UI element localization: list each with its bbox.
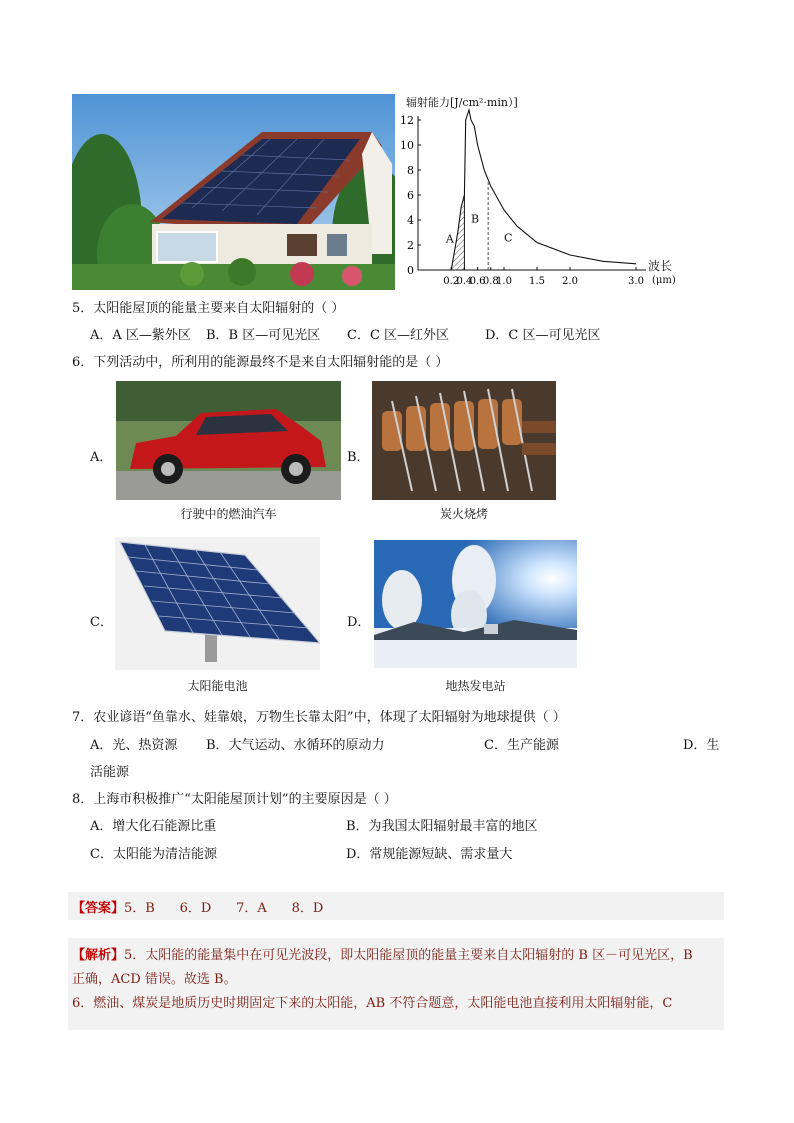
q5-stem: 5．太阳能屋顶的能量主要来自太阳辐射的（ ） [72, 301, 345, 316]
chart-series-line [451, 110, 636, 270]
answer-box [68, 892, 724, 920]
q6-caption-a: 行驶中的燃油汽车 [180, 507, 277, 521]
chart-x-tick-label: 0.4 [456, 276, 473, 287]
q8-option-d: D．常规能源短缺、需求量大 [346, 847, 513, 862]
chart-region-b-label: B [471, 212, 480, 226]
q7-option-c: C．生产能源 [484, 738, 559, 753]
analysis-line-1: 5．太阳能的能量集中在可见光波段，即太阳能屋顶的能量主要来自太阳辐射的 B 区－可见光区，B [124, 948, 693, 963]
radiation-chart [400, 94, 690, 294]
chart-x-tick-label: 3.0 [628, 276, 644, 287]
chart-y-tick-label: 2 [407, 239, 414, 252]
solar-roof-photo [72, 94, 395, 290]
q6-letter-d: D． [347, 615, 371, 630]
q7-stem: 7．农业谚语“鱼靠水、娃靠娘，万物生长靠太阳”中，体现了太阳辐射为地球提供（ ） [72, 710, 566, 725]
q6-caption-b: 炭火烧烤 [439, 507, 488, 521]
analysis-line-3: 6．燃油、煤炭是地质历史时期固定下来的太阳能，AB 不符合题意，太阳能电池直接利用太阳辐射能，C [72, 996, 673, 1011]
q6-letter-a: A． [90, 450, 113, 465]
chart-x-tick-label: 0.8 [482, 276, 499, 287]
q6-letter-c: C． [90, 615, 113, 630]
chart-y-tick-label: 10 [400, 139, 414, 152]
q6-caption-d: 地热发电站 [445, 679, 506, 693]
solar-panel-photo [115, 537, 320, 670]
chart-y-tick-label: 8 [407, 164, 414, 177]
analysis-block [72, 944, 732, 1016]
q5-option-a: A．A 区—紫外区 [90, 328, 191, 343]
car-photo [116, 381, 341, 500]
q7-option-d: D．生 [683, 738, 720, 753]
q5-option-c: C．C 区—红外区 [347, 328, 450, 343]
q7-option-b: B．大气运动、水循环的原动力 [206, 738, 385, 753]
chart-x-axis-label: 波长 [648, 259, 673, 273]
answer-label: 【答案】 [72, 901, 125, 916]
chart-x-unit: (μm) [652, 275, 676, 286]
chart-x-tick-label: 1.0 [496, 276, 512, 287]
chart-region-a-label: A [445, 232, 454, 246]
chart-x-tick-label: 1.5 [529, 276, 545, 287]
analysis-line-2: 正确，ACD 错误。故选 B。 [72, 972, 237, 987]
chart-region-c-label: C [504, 231, 513, 245]
geothermal-plant-photo [374, 540, 577, 668]
q8-option-a: A．增大化石能源比重 [90, 819, 217, 834]
q6-caption-c: 太阳能电池 [187, 679, 248, 693]
chart-y-tick-label: 0 [407, 264, 414, 277]
chart-x-tick-label: 2.0 [562, 276, 578, 287]
q6-stem: 6．下列活动中，所利用的能源最终不是来自太阳辐射能的是（ ） [72, 355, 449, 370]
barbecue-photo [372, 381, 556, 500]
q7-option-d-wrap: 活能源 [90, 765, 130, 780]
answer-text: 5．B 6．D 7．A 8．D [124, 901, 324, 916]
chart-y-tick-label: 6 [407, 189, 414, 202]
chart-y-axis-label: 辐射能力[J/cm²·min）] [406, 96, 518, 109]
q7-option-a: A．光、热资源 [90, 738, 178, 753]
radiation-chart-svg [400, 94, 690, 294]
q6-letter-b: B． [347, 450, 370, 465]
q5-option-d: D．C 区—可见光区 [485, 328, 601, 343]
q8-option-b: B．为我国太阳辐射最丰富的地区 [346, 819, 538, 834]
q8-stem: 8．上海市积极推广“太阳能屋顶计划”的主要原因是（ ） [72, 792, 397, 807]
chart-y-tick-label: 4 [407, 214, 414, 227]
q5-option-b: B．B 区—可见光区 [206, 328, 321, 343]
chart-y-tick-label: 12 [400, 114, 414, 127]
analysis-label: 【解析】 [72, 948, 125, 963]
chart-x-tick-label: 0.6 [469, 276, 486, 287]
q8-option-c: C．太阳能为清洁能源 [90, 847, 217, 862]
chart-x-tick-label: 0.2 [443, 276, 460, 287]
